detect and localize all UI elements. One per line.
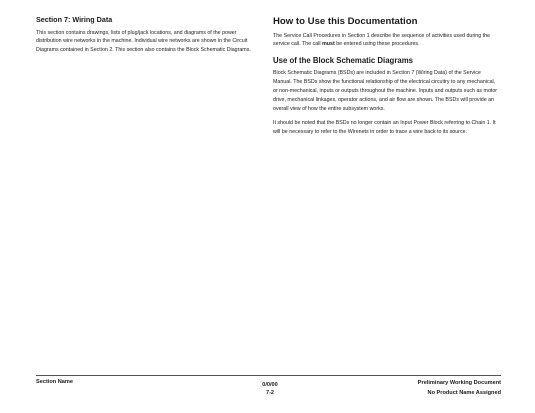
footer-right xyxy=(418,379,501,398)
footer-section-name: Section Name xyxy=(36,379,73,385)
intro-text-end: be entered using these procedures. xyxy=(334,41,420,48)
footer-page-number: 7-2 xyxy=(265,390,275,396)
intro-text-start: The Service Call Procedures in Section 1 describe the sequence of activities used during the service call. The call xyxy=(273,32,490,48)
subsection-heading: Use of the Block Schematic Diagrams xyxy=(273,56,413,66)
intro-paragraph xyxy=(273,32,501,50)
footer-doc-status: Preliminary Working Document xyxy=(417,380,501,386)
section-heading: Section 7: Wiring Data xyxy=(36,15,113,24)
intro-emphasis: must xyxy=(322,41,335,48)
footer-product-name: No Product Name Assigned xyxy=(427,389,501,396)
bsd-paragraph-2: It should be noted that the BSDs no longer contain an Input Power Block referring to Chain 1. It will be necessary to refer to the Wirenets in order to trace a wire back to its source. xyxy=(273,120,496,136)
footer-center xyxy=(240,381,300,397)
footer-divider xyxy=(36,375,501,376)
page-title: How to Use this Documentation xyxy=(273,16,418,27)
footer-date: 0/0/00 xyxy=(262,382,278,388)
left-column xyxy=(36,16,260,61)
bsd-paragraph-1: Block Schematic Diagrams (BSDs) are included in Section 7 (Wiring Data) of the Service Manual. The BSDs show the functional relationship of the electrical circuitry to any mechanical, or non-mechanical, inputs or outputs throughout the machine. Inputs and outputs such as motor drive, mechanical linkages, operator actions, and air flow are shown. The BSDs will provide an overall view of how the entire subsystem works. xyxy=(273,70,498,112)
right-column xyxy=(273,16,501,143)
section-paragraph: This section contains drawings, lists of plug/jack locations, and diagrams of the power distribution wire networks in the machine. Individual wire networks are shown in the Circuit Diagrams contained in Section 2. This section also contains the Block Schematic Diagrams. xyxy=(36,29,251,54)
